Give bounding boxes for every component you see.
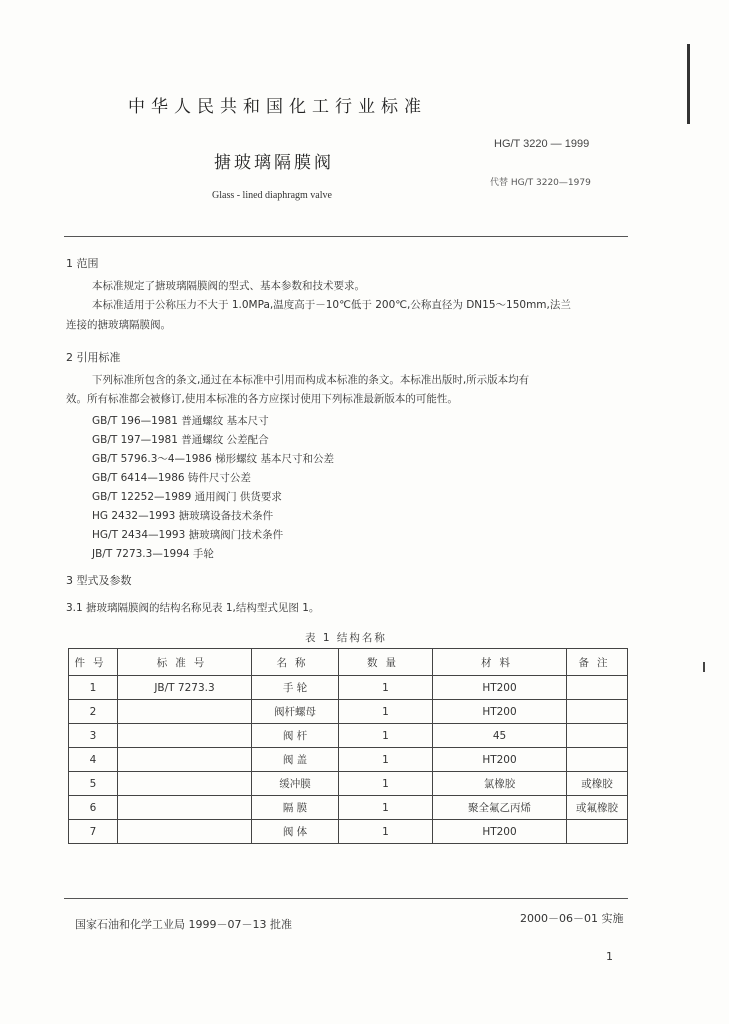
cell-part-no: 2 <box>69 700 118 724</box>
reference-standard: GB/T 5796.3～4—1986 梯形螺纹 基本尺寸和公差 <box>92 453 334 465</box>
cell-material: HT200 <box>433 748 567 772</box>
cell-standard-no <box>118 700 252 724</box>
cell-quantity: 1 <box>339 820 433 844</box>
reference-standard: GB/T 6414—1986 铸件尺寸公差 <box>92 472 251 484</box>
table-row <box>69 748 628 772</box>
approval-note: 国家石油和化学工业局 1999－07－13 批准 <box>75 918 292 931</box>
cell-standard-no <box>118 820 252 844</box>
table-row <box>69 772 628 796</box>
reference-standard: GB/T 12252—1989 通用阀门 供货要求 <box>92 491 282 503</box>
column-header-material: 材料 <box>433 649 567 676</box>
section-1-paragraph-1: 本标准规定了搪玻璃隔膜阀的型式、基本参数和技术要求。 <box>92 280 365 292</box>
cell-name: 阀 杆 <box>252 724 339 748</box>
cell-part-no: 7 <box>69 820 118 844</box>
cell-remarks <box>567 820 628 844</box>
cell-standard-no: JB/T 7273.3 <box>118 676 252 700</box>
cell-part-no: 3 <box>69 724 118 748</box>
cell-name: 隔 膜 <box>252 796 339 820</box>
column-header-standard-no: 标准号 <box>118 649 252 676</box>
cell-standard-no <box>118 724 252 748</box>
reference-standard: GB/T 197—1981 普通螺纹 公差配合 <box>92 434 269 446</box>
cell-remarks <box>567 724 628 748</box>
table-1-caption: 表 1 结构名称 <box>305 632 387 644</box>
cell-quantity: 1 <box>339 748 433 772</box>
cell-material: 聚全氟乙丙烯 <box>433 796 567 820</box>
section-2-heading: 2 引用标准 <box>66 351 121 364</box>
structure-names-table <box>68 648 628 844</box>
cell-remarks: 或氟橡胶 <box>567 796 628 820</box>
document-title: 搪玻璃隔膜阀 <box>214 153 334 173</box>
scan-edge-mark <box>687 44 690 124</box>
cell-name: 缓冲膜 <box>252 772 339 796</box>
cell-material: 45 <box>433 724 567 748</box>
issuing-organization: 中华人民共和国化工行业标准 <box>128 97 427 117</box>
column-header-name: 名称 <box>252 649 339 676</box>
section-1-paragraph-2-cont: 连接的搪玻璃隔膜阀。 <box>66 319 171 331</box>
cell-part-no: 6 <box>69 796 118 820</box>
cell-remarks <box>567 748 628 772</box>
cell-material: HT200 <box>433 700 567 724</box>
replaces-note: 代替 HG/T 3220—1979 <box>490 178 591 188</box>
cell-name: 阀 盖 <box>252 748 339 772</box>
cell-standard-no <box>118 772 252 796</box>
cell-part-no: 5 <box>69 772 118 796</box>
cell-remarks <box>567 700 628 724</box>
section-3-1-paragraph: 3.1 搪玻璃隔膜阀的结构名称见表 1,结构型式见图 1。 <box>66 602 320 614</box>
reference-standard: JB/T 7273.3—1994 手轮 <box>92 548 214 560</box>
cell-material: 氯橡胶 <box>433 772 567 796</box>
effective-date: 2000－06－01 实施 <box>520 912 624 925</box>
cell-standard-no <box>118 796 252 820</box>
cell-quantity: 1 <box>339 700 433 724</box>
section-1-heading: 1 范围 <box>66 257 99 270</box>
cell-name: 阀 体 <box>252 820 339 844</box>
cell-remarks <box>567 676 628 700</box>
section-2-paragraph: 下列标准所包含的条文,通过在本标准中引用而构成本标准的条文。本标准出版时,所示版本均有 <box>92 374 530 386</box>
cell-material: HT200 <box>433 820 567 844</box>
scan-speck <box>703 662 705 672</box>
cell-quantity: 1 <box>339 772 433 796</box>
english-title: Glass - lined diaphragm valve <box>212 190 332 201</box>
column-header-part-no: 件号 <box>69 649 118 676</box>
cell-part-no: 4 <box>69 748 118 772</box>
reference-standard: HG/T 2434—1993 搪玻璃阀门技术条件 <box>92 529 284 541</box>
standard-code: HG/T 3220 — 1999 <box>494 138 590 150</box>
cell-material: HT200 <box>433 676 567 700</box>
section-1-paragraph-2: 本标准适用于公称压力不大于 1.0MPa,温度高于－10℃低于 200℃,公称直径为 DN15～150mm,法兰 <box>92 299 571 311</box>
table-row <box>69 700 628 724</box>
cell-standard-no <box>118 748 252 772</box>
reference-standard: GB/T 196—1981 普通螺纹 基本尺寸 <box>92 415 269 427</box>
cell-quantity: 1 <box>339 676 433 700</box>
table-row <box>69 820 628 844</box>
cell-quantity: 1 <box>339 796 433 820</box>
cell-name: 阀杆螺母 <box>252 700 339 724</box>
table-header-row <box>69 649 628 676</box>
section-3-heading: 3 型式及参数 <box>66 574 132 587</box>
table-row <box>69 724 628 748</box>
column-header-quantity: 数量 <box>339 649 433 676</box>
column-header-remarks: 备注 <box>567 649 628 676</box>
cell-remarks: 或橡胶 <box>567 772 628 796</box>
footer-divider <box>64 898 628 899</box>
table-row <box>69 676 628 700</box>
section-2-paragraph-cont: 效。所有标准都会被修订,使用本标准的各方应探讨使用下列标准最新版本的可能性。 <box>66 393 458 405</box>
cell-name: 手 轮 <box>252 676 339 700</box>
cell-quantity: 1 <box>339 724 433 748</box>
table-row <box>69 796 628 820</box>
reference-standard: HG 2432—1993 搪玻璃设备技术条件 <box>92 510 274 522</box>
header-divider <box>64 236 628 237</box>
page-number: 1 <box>606 950 613 963</box>
cell-part-no: 1 <box>69 676 118 700</box>
